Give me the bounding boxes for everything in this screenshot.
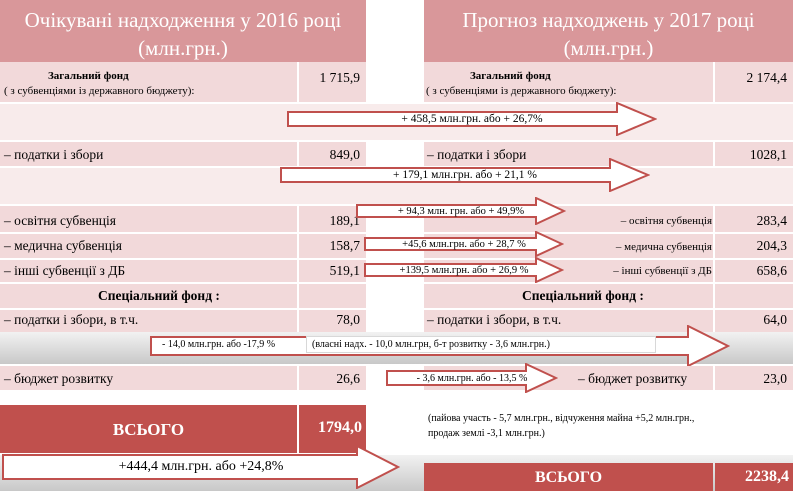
taxes-label-2017: – податки і збори xyxy=(427,147,527,162)
total-value-2016: 1794,0 xyxy=(318,419,362,436)
other-label-2017: – інші субвенції з ДБ xyxy=(613,265,712,277)
edu-change-arrow xyxy=(356,197,566,225)
general-fund-change-arrow xyxy=(287,102,657,136)
med-change-text: +45,6 млн.грн. або + 28,7 % xyxy=(402,238,526,250)
taxes-value-2016: 849,0 xyxy=(329,147,360,162)
general-fund-sublabel-2016: ( з субвенціями із державного бюджету): xyxy=(4,85,195,97)
dev-budget-value-2017: 23,0 xyxy=(763,371,787,386)
dev-budget-label-2016: – бюджет розвитку xyxy=(4,371,114,386)
med-change-arrow xyxy=(364,231,564,257)
med-value-2016: 158,7 xyxy=(329,238,360,253)
special-fund-label-2017: Спеціальний фонд : xyxy=(522,288,644,303)
other-label-2016: – інші субвенції з ДБ xyxy=(4,263,126,278)
general-fund-sublabel-2017: ( з субвенціями із державного бюджету): xyxy=(426,85,617,97)
special-taxes-note: (власні надх. - 10,0 млн.грн, б-т розвитку - 3,6 млн.грн.) xyxy=(312,339,550,350)
dev-budget-change-text: - 3,6 млн.грн. або - 13,5 % xyxy=(416,372,528,384)
header-2017: Прогноз надходжень у 2017 році (млн.грн.) xyxy=(424,0,793,62)
general-fund-value-2016: 1 715,9 xyxy=(319,70,360,85)
other-value-2017: 658,6 xyxy=(756,263,787,278)
total-label-2017: ВСЬОГО xyxy=(534,469,603,486)
taxes-value-2017: 1028,1 xyxy=(749,147,787,162)
other-change-text: +139,5 млн.грн. або + 26,9 % xyxy=(399,264,529,276)
special-fund-cell-right xyxy=(715,284,793,308)
edu-label-2016: – освітня субвенція xyxy=(4,213,116,228)
med-value-2017: 204,3 xyxy=(756,238,787,253)
taxes-label-2016: – податки і збори xyxy=(4,147,104,162)
general-fund-change-text: + 458,5 млн.грн. або + 26,7% xyxy=(401,113,543,125)
total-change-arrow xyxy=(2,445,400,489)
taxes-change-text: + 179,1 млн.грн. або + 21,1 % xyxy=(392,169,538,181)
total-note-line2: продаж землі -3,1 млн.грн.) xyxy=(428,428,545,439)
special-fund-label-2016: Спеціальний фонд : xyxy=(98,288,220,303)
dev-budget-change-arrow xyxy=(386,363,558,393)
dev-budget-label-2017: – бюджет розвитку xyxy=(578,371,688,386)
general-fund-label-2017: Загальний фонд xyxy=(470,70,551,82)
med-label-2017: – медична субвенція xyxy=(615,241,712,253)
dev-budget-value-2016: 26,6 xyxy=(336,371,360,386)
edu-value-2016: 189,1 xyxy=(329,213,360,228)
general-fund-value-2017: 2 174,4 xyxy=(746,70,787,85)
med-label-2016: – медична субвенція xyxy=(4,238,122,253)
other-change-arrow xyxy=(364,257,564,283)
special-taxes-label-2017: – податки і збори, в т.ч. xyxy=(427,312,562,327)
edu-change-text: + 94,3 млн. грн. або + 49,9% xyxy=(397,205,525,217)
total-change-text: +444,4 млн.грн. або +24,8% xyxy=(118,459,284,474)
total-note-line1: (пайова участь - 5,7 млн.грн., відчуження майна +5,2 млн.грн., xyxy=(428,413,695,424)
special-taxes-value-2017: 64,0 xyxy=(763,312,787,327)
other-value-2016: 519,1 xyxy=(329,263,360,278)
special-taxes-change-text: - 14,0 млн.грн. або -17,9 % xyxy=(162,339,276,350)
special-taxes-label-2016: – податки і збори, в т.ч. xyxy=(4,312,139,327)
general-fund-label-2016: Загальний фонд xyxy=(48,70,129,82)
special-taxes-value-2016: 78,0 xyxy=(336,312,360,327)
edu-label-2017: – освітня субвенція xyxy=(620,215,712,227)
header-2016: Очікувані надходження у 2016 році (млн.грн.) xyxy=(0,0,366,62)
special-fund-cell-left xyxy=(299,284,366,308)
edu-value-2017: 283,4 xyxy=(756,213,787,228)
total-value-2017: 2238,4 xyxy=(745,468,789,485)
taxes-change-arrow xyxy=(280,158,650,192)
total-label-2016: ВСЬОГО xyxy=(112,420,185,439)
